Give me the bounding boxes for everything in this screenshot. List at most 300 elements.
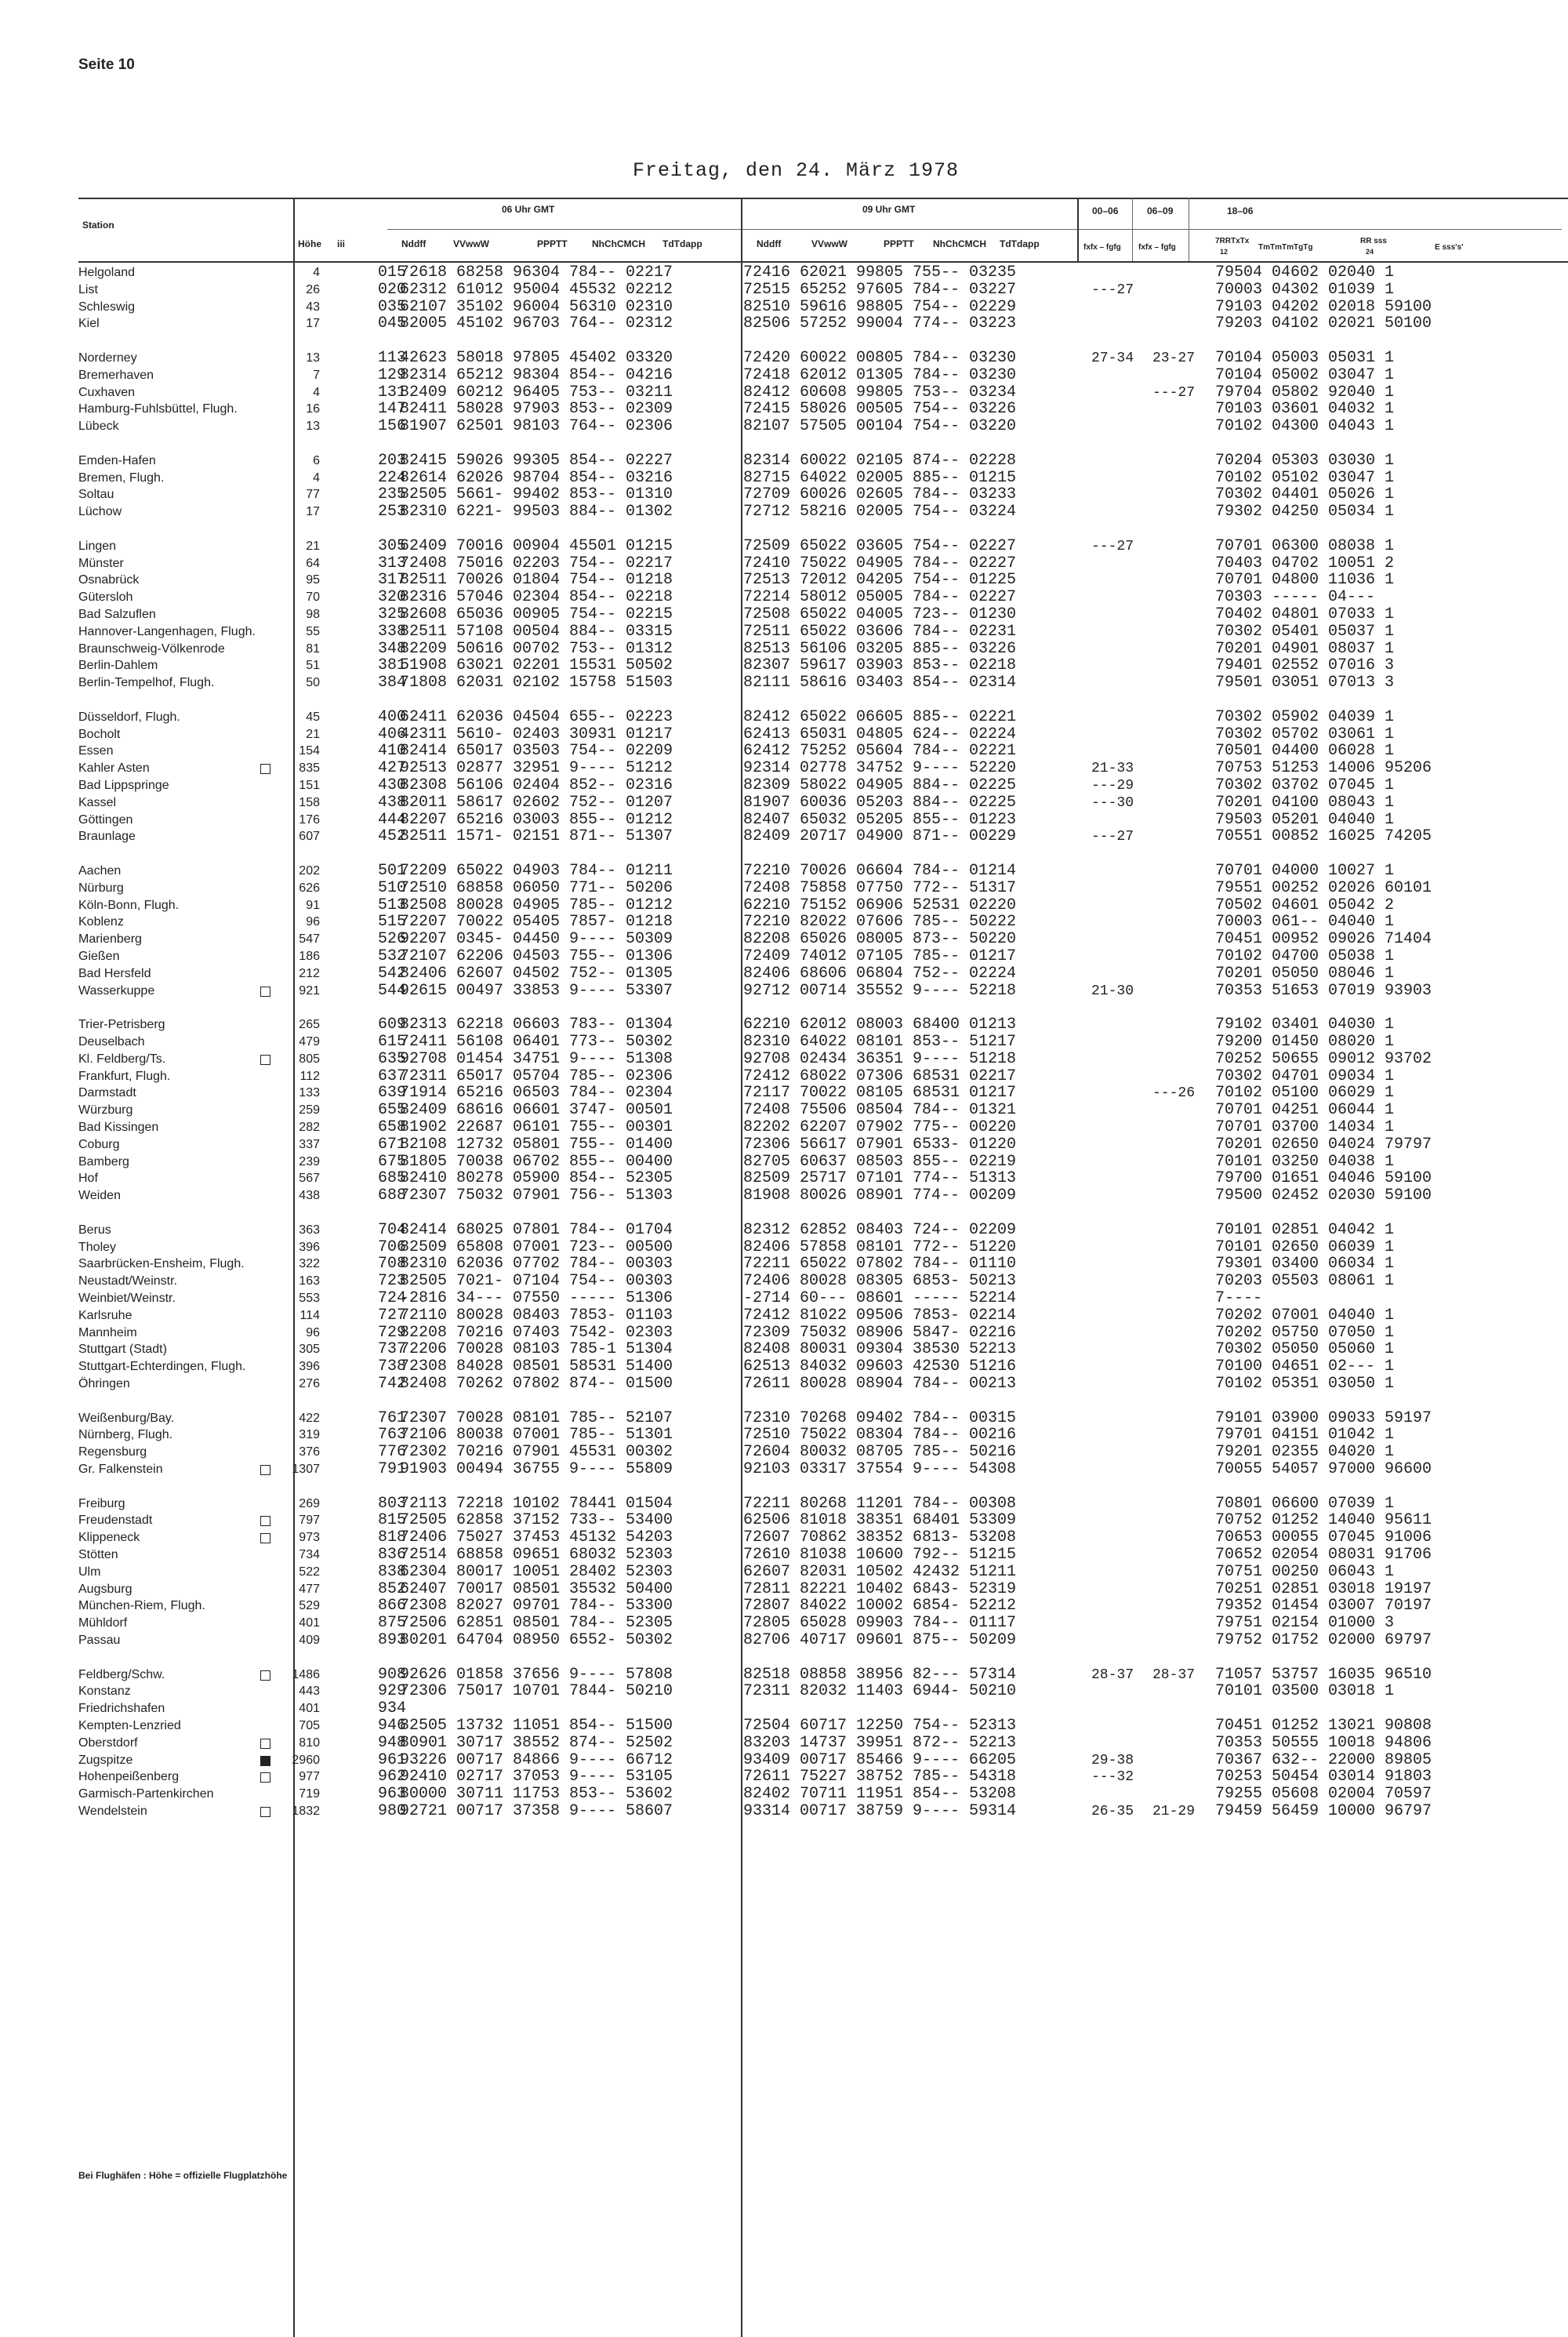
station-number: 410	[378, 742, 407, 760]
header-06-09: 06–09	[1147, 205, 1174, 216]
obs-06-utc: 80901 30717 38552 874-- 52502	[400, 1734, 673, 1752]
station-number: 675	[378, 1153, 407, 1171]
station-name	[78, 1769, 274, 1785]
station-label: Marienberg	[78, 932, 142, 946]
station-name	[78, 368, 154, 383]
obs-06-utc: 82511 57108 00504 884-- 03315	[400, 623, 673, 641]
station-hoehe: 13	[306, 351, 320, 365]
station-name	[78, 1582, 132, 1597]
station-hoehe: 81	[306, 642, 320, 656]
station-label: Aachen	[78, 864, 122, 878]
station-label: Bad Kissingen	[78, 1121, 159, 1134]
station-name	[78, 675, 214, 691]
header-09-uhr: 09 Uhr GMT	[862, 204, 916, 215]
station-label: Tholey	[78, 1241, 117, 1254]
obs-06-utc: 62411 62036 04504 655-- 02223	[400, 708, 673, 726]
obs-09-utc: 72415 58026 00505 754-- 03226	[743, 400, 1017, 418]
station-hoehe: 45	[306, 711, 320, 724]
obs-09-utc: 82715 64022 02005 885-- 01215	[743, 469, 1017, 487]
header-td-09: TdTdapp	[1000, 238, 1040, 249]
extremes-18-06: 70501 04400 06028 1	[1215, 742, 1395, 760]
station-label: Bad Hersfeld	[78, 967, 151, 980]
obs-09-utc: 62210 62012 08003 68400 01213	[743, 1016, 1017, 1034]
station-name	[78, 1103, 132, 1118]
station-name	[78, 572, 139, 588]
station-label: Braunlage	[78, 830, 136, 843]
obs-09-utc: 92103 03317 37554 9---- 54308	[743, 1460, 1017, 1478]
station-label: Hannover-Langenhagen, Flugh.	[78, 625, 256, 638]
station-number: 542	[378, 965, 407, 983]
extremes-18-06: 70502 04601 05042 2	[1215, 896, 1395, 914]
station-label: Freiburg	[78, 1497, 125, 1510]
station-hoehe: 973	[299, 1531, 320, 1544]
station-name	[78, 1598, 205, 1614]
obs-09-utc: 82406 68606 06804 752-- 02224	[743, 965, 1017, 983]
station-number: 317	[378, 571, 407, 589]
station-name	[78, 1513, 274, 1528]
station-label: Stuttgart (Stadt)	[78, 1343, 167, 1356]
station-name	[78, 300, 135, 315]
station-number: 963	[378, 1785, 407, 1803]
obs-06-utc: 82414 68025 07801 784-- 01704	[400, 1221, 673, 1239]
obs-09-utc: 82506 57252 99004 774-- 03223	[743, 314, 1017, 333]
station-name	[78, 710, 180, 725]
station-number: 908	[378, 1666, 407, 1684]
obs-09-utc: 82111 58616 03403 854-- 02314	[743, 674, 1017, 692]
gust-06-09: 21-29	[1152, 1804, 1196, 1819]
extremes-18-06: 70003 061-- 04040 1	[1215, 913, 1395, 931]
station-number: 729	[378, 1324, 407, 1342]
station-name	[78, 1137, 119, 1153]
station-hoehe: 1307	[292, 1463, 320, 1476]
station-number: 639	[378, 1084, 407, 1102]
obs-06-utc: 72307 75032 07901 756-- 51303	[400, 1187, 673, 1205]
gust-00-06: ---27	[1091, 829, 1134, 845]
station-hoehe: 96	[306, 915, 320, 929]
obs-06-utc: 72618 68258 96304 784-- 02217	[400, 264, 673, 282]
extremes-18-06: 79301 03400 06034 1	[1215, 1255, 1395, 1273]
extremes-18-06: 70701 06300 08038 1	[1215, 537, 1395, 555]
station-hoehe: 265	[299, 1018, 320, 1031]
obs-06-utc: 92410 02717 37053 9---- 53105	[400, 1768, 673, 1786]
extremes-18-06: 70201 02650 04024 79797	[1215, 1136, 1432, 1154]
station-name	[78, 316, 100, 332]
obs-09-utc: 82310 64022 08101 853-- 51217	[743, 1033, 1017, 1051]
obs-09-utc: 62607 82031 10502 42432 51211	[743, 1563, 1017, 1581]
station-number: 704	[378, 1221, 407, 1239]
station-name	[78, 795, 116, 811]
station-name	[78, 1120, 158, 1136]
station-label: Weißenburg/Bay.	[78, 1412, 175, 1425]
station-number: 776	[378, 1443, 407, 1461]
station-label: Wasserkuppe	[78, 984, 155, 998]
station-name	[78, 590, 132, 605]
station-name	[78, 1565, 100, 1580]
station-label: Wendelstein	[78, 1805, 147, 1818]
obs-09-utc: 82314 60022 02105 874-- 02228	[743, 452, 1017, 470]
obs-09-utc: 82409 20717 04900 871-- 00229	[743, 827, 1017, 845]
obs-09-utc: 82309 58022 04905 884-- 02225	[743, 776, 1017, 794]
station-label: Klippeneck	[78, 1531, 140, 1544]
obs-09-utc: 72604 80032 08705 785-- 50216	[743, 1443, 1017, 1461]
obs-09-utc: 72504 60717 12250 754-- 52313	[743, 1717, 1017, 1735]
station-hoehe: 977	[299, 1770, 320, 1783]
station-label: Coburg	[78, 1138, 120, 1151]
obs-09-utc: 72712 58216 02005 754-- 03224	[743, 503, 1017, 521]
obs-09-utc: 72210 70026 06604 784-- 01214	[743, 862, 1017, 880]
obs-09-utc: 82706 40717 09601 875-- 50209	[743, 1631, 1017, 1649]
obs-09-utc: 82107 57505 00104 754-- 03220	[743, 417, 1017, 435]
obs-06-utc: 72510 68858 06050 771-- 50206	[400, 879, 673, 897]
extremes-18-06: 70201 04100 08043 1	[1215, 794, 1395, 812]
station-label: Ulm	[78, 1565, 101, 1579]
station-name	[78, 743, 113, 759]
extremes-18-06: 70302 05702 03061 1	[1215, 725, 1395, 743]
header-18-06: 18–06	[1227, 205, 1254, 216]
station-label: Saarbrücken-Ensheim, Flugh.	[78, 1257, 245, 1270]
station-number: 803	[378, 1495, 407, 1513]
station-label: Augsburg	[78, 1583, 132, 1596]
header-nh-06: NhChCMCH	[592, 238, 645, 249]
header-vvwww-06: VVwwW	[453, 238, 490, 249]
station-number: 020	[378, 281, 407, 299]
obs-09-utc: 72709 60026 02605 784-- 03233	[743, 485, 1017, 503]
station-hoehe: 151	[299, 779, 320, 792]
station-number: 513	[378, 896, 407, 914]
station-name	[78, 1274, 177, 1289]
obs-06-utc: 82308 56106 02404 852-- 02316	[400, 776, 673, 794]
station-hoehe: 438	[299, 1189, 320, 1202]
station-number: 737	[378, 1340, 407, 1358]
station-label: Zugspitze	[78, 1754, 133, 1767]
station-number: 655	[378, 1101, 407, 1119]
station-number: 313	[378, 554, 407, 572]
extremes-18-06: 70101 03500 03018 1	[1215, 1682, 1395, 1700]
obs-06-utc: 92708 01454 34751 9---- 51308	[400, 1050, 673, 1068]
station-name	[78, 385, 135, 401]
gust-00-06: 27-34	[1091, 351, 1134, 366]
extremes-18-06: 70055 54057 97000 96600	[1215, 1460, 1432, 1478]
square-icon	[260, 1772, 270, 1783]
station-name	[78, 1085, 136, 1101]
extremes-18-06: 79459 56459 10000 96797	[1215, 1802, 1432, 1820]
station-label: Mühldorf	[78, 1616, 128, 1630]
station-number: 946	[378, 1717, 407, 1735]
station-name	[78, 983, 274, 999]
station-number: 852	[378, 1580, 407, 1598]
station-hoehe: 50	[306, 676, 320, 689]
station-hoehe: 479	[299, 1035, 320, 1049]
station-name	[78, 1616, 127, 1631]
station-name	[78, 1411, 174, 1427]
header-sub-c: 7RRTxTx	[1215, 237, 1250, 245]
station-number: 400	[378, 708, 407, 726]
station-number: 452	[378, 827, 407, 845]
obs-06-utc: 72209 65022 04903 784-- 01211	[400, 862, 673, 880]
header-nddff-09: Nddff	[757, 238, 782, 249]
station-name	[78, 1342, 167, 1357]
extremes-18-06: 70102 05351 03050 1	[1215, 1375, 1395, 1393]
station-hoehe: 522	[299, 1565, 320, 1579]
station-name	[78, 419, 119, 434]
obs-06-utc: 80201 64704 08950 6552- 50302	[400, 1631, 673, 1649]
extremes-18-06: 79102 03401 04030 1	[1215, 1016, 1395, 1034]
obs-06-utc: 82411 58028 97903 853-- 02309	[400, 400, 673, 418]
station-hoehe: 567	[299, 1172, 320, 1185]
obs-09-utc: 62210 75152 06906 52531 02220	[743, 896, 1017, 914]
station-label: Frankfurt, Flugh.	[78, 1070, 171, 1083]
station-name	[78, 402, 238, 417]
header-sub-d: TmTmTmTgTg	[1258, 243, 1313, 252]
obs-09-utc: 82509 25717 07101 774-- 51313	[743, 1169, 1017, 1187]
obs-06-utc: 71808 62031 02102 15758 51503	[400, 674, 673, 692]
obs-06-utc: 82108 12732 05801 755-- 01400	[400, 1136, 673, 1154]
extremes-18-06: 70451 00952 09026 71404	[1215, 930, 1432, 948]
obs-06-utc: 72207 70022 05405 7857- 01218	[400, 913, 673, 931]
extremes-18-06: 70302 05050 05060 1	[1215, 1340, 1395, 1358]
obs-09-utc: 72410 75022 04905 784-- 02227	[743, 554, 1017, 572]
station-number: 724	[378, 1289, 407, 1307]
obs-06-utc: 72311 65017 05704 785-- 02306	[400, 1067, 673, 1085]
station-name	[78, 1462, 274, 1477]
station-label: Bamberg	[78, 1155, 129, 1168]
station-hoehe: 17	[306, 317, 320, 330]
square-icon	[260, 987, 270, 997]
station-number: 253	[378, 503, 407, 521]
station-name	[78, 1017, 165, 1033]
station-label: Weiden	[78, 1189, 121, 1202]
extremes-18-06: 79752 01752 02000 69797	[1215, 1631, 1432, 1649]
station-hoehe: 319	[299, 1428, 320, 1441]
obs-06-utc: 81907 62501 98103 764-- 02306	[400, 417, 673, 435]
station-name	[78, 1786, 214, 1802]
station-label: Nürnberg, Flugh.	[78, 1428, 173, 1441]
station-number: 427	[378, 759, 407, 777]
gust-00-06: 29-38	[1091, 1753, 1134, 1768]
station-number: 763	[378, 1426, 407, 1444]
station-number: 338	[378, 623, 407, 641]
station-name	[78, 1240, 116, 1256]
obs-06-utc: 82310 6221- 99503 884-- 01302	[400, 503, 673, 521]
station-name	[78, 282, 98, 298]
obs-06-utc: 82608 65036 00905 754-- 02215	[400, 605, 673, 623]
station-number: 515	[378, 913, 407, 931]
obs-09-utc: 72811 82221 10402 6843- 52319	[743, 1580, 1017, 1598]
obs-09-utc: 62413 65031 04805 624-- 02224	[743, 725, 1017, 743]
obs-06-utc: 82509 65808 07001 723-- 00500	[400, 1238, 673, 1256]
station-hoehe: 401	[299, 1616, 320, 1630]
obs-09-utc: 72408 75506 08504 784-- 01321	[743, 1101, 1017, 1119]
header-06-uhr: 06 Uhr GMT	[502, 204, 555, 215]
station-name	[78, 1052, 274, 1067]
header-sub-b: fxfx – fgfg	[1138, 243, 1176, 252]
gust-06-09: 28-37	[1152, 1667, 1196, 1683]
station-hoehe: 77	[306, 488, 320, 501]
station-name	[78, 1496, 125, 1512]
station-number: 444	[378, 811, 407, 829]
obs-06-utc: 91903 00494 36755 9---- 55809	[400, 1460, 673, 1478]
extremes-18-06: 79352 01454 03007 70197	[1215, 1597, 1432, 1615]
station-label: Lingen	[78, 540, 117, 553]
station-hoehe: 16	[306, 402, 320, 416]
extremes-18-06: 70102 05100 06029 1	[1215, 1084, 1395, 1102]
extremes-18-06: 70353 50555 10018 94806	[1215, 1734, 1432, 1752]
obs-06-utc: 82614 62026 98704 854-- 03216	[400, 469, 673, 487]
station-label: Bad Lippspringe	[78, 779, 169, 792]
station-number: 235	[378, 485, 407, 503]
extremes-18-06: 70103 03601 04032 1	[1215, 400, 1395, 418]
obs-06-utc: 80000 30711 11753 853-- 53602	[400, 1785, 673, 1803]
obs-09-utc: 72611 75227 38752 785-- 54318	[743, 1768, 1017, 1786]
station-number: 501	[378, 862, 407, 880]
station-hoehe: 282	[299, 1121, 320, 1134]
header-00-06: 00–06	[1092, 205, 1119, 216]
station-name	[78, 1171, 98, 1187]
extremes-18-06: 70302 05902 04039 1	[1215, 708, 1395, 726]
station-label: Göttingen	[78, 813, 133, 827]
station-label: Bremen, Flugh.	[78, 471, 165, 485]
obs-06-utc: 71914 65216 06503 784-- 02304	[400, 1084, 673, 1102]
obs-09-utc: 82406 57858 08101 772-- 51220	[743, 1238, 1017, 1256]
station-hoehe: 835	[299, 761, 320, 775]
extremes-18-06: 70204 05303 03030 1	[1215, 452, 1395, 470]
station-name	[78, 898, 179, 914]
obs-06-utc: 92626 01858 37656 9---- 57808	[400, 1666, 673, 1684]
station-name	[78, 778, 169, 794]
extremes-18-06: 70101 02851 04042 1	[1215, 1221, 1395, 1239]
station-name	[78, 471, 164, 486]
extremes-18-06: 70100 04651 02--- 1	[1215, 1357, 1395, 1376]
station-label: Neustadt/Weinstr.	[78, 1274, 177, 1288]
station-number: 934	[378, 1699, 407, 1717]
gust-00-06: ---27	[1091, 539, 1134, 554]
station-label: Oberstdorf	[78, 1736, 138, 1750]
obs-09-utc: 72511 65022 03606 784-- 02231	[743, 623, 1017, 641]
obs-06-utc: 42623 58018 97805 45402 03320	[400, 349, 673, 367]
station-label: Passau	[78, 1634, 121, 1647]
extremes-18-06: 79751 02154 01000 3	[1215, 1614, 1395, 1632]
station-hoehe: 43	[306, 300, 320, 314]
extremes-18-06: 79101 03900 09033 59197	[1215, 1409, 1432, 1427]
station-label: Bad Salzuflen	[78, 608, 156, 621]
station-label: Mannheim	[78, 1326, 137, 1339]
square-icon	[260, 1465, 270, 1475]
obs-06-utc: 72308 84028 08501 58531 51400	[400, 1357, 673, 1376]
station-hoehe: 477	[299, 1583, 320, 1596]
station-hoehe: 4	[313, 386, 320, 399]
station-name	[78, 727, 120, 743]
obs-09-utc: 62412 75252 05604 784-- 02221	[743, 742, 1017, 760]
station-hoehe: 176	[299, 813, 320, 827]
extremes-18-06: 70701 04251 06044 1	[1215, 1101, 1395, 1119]
square-icon	[260, 1516, 270, 1526]
station-number: 544	[378, 982, 407, 1000]
station-name	[78, 1804, 274, 1819]
station-number: 406	[378, 725, 407, 743]
station-number: 818	[378, 1528, 407, 1546]
station-label: Braunschweig-Völkenrode	[78, 642, 225, 656]
station-label: Cuxhaven	[78, 386, 136, 399]
station-name	[78, 1547, 118, 1563]
station-number: 035	[378, 298, 407, 316]
obs-06-utc: 82316 57046 02304 854-- 02218	[400, 588, 673, 606]
station-number: 325	[378, 605, 407, 623]
obs-09-utc: 72211 80268 11201 784-- 00308	[743, 1495, 1017, 1513]
square-icon	[260, 1807, 270, 1817]
header-station: Station	[82, 220, 114, 231]
station-label: Stuttgart-Echterdingen, Flugh.	[78, 1360, 246, 1373]
gust-00-06: ---30	[1091, 795, 1134, 811]
station-name	[78, 1667, 274, 1683]
station-label: Kahler Asten	[78, 761, 150, 775]
station-hoehe: 259	[299, 1103, 320, 1117]
station-label: Friedrichshafen	[78, 1702, 165, 1715]
station-number: 045	[378, 314, 407, 333]
station-label: Berus	[78, 1223, 111, 1237]
station-hoehe: 305	[299, 1343, 320, 1356]
obs-09-utc: 72807 84022 10002 6854- 52212	[743, 1597, 1017, 1615]
obs-06-utc: 72505 62858 37152 733-- 53400	[400, 1511, 673, 1529]
extremes-18-06: 79103 04202 02018 59100	[1215, 298, 1432, 316]
obs-06-utc: 92513 02877 32951 9---- 51212	[400, 759, 673, 777]
station-hoehe: 13	[306, 420, 320, 433]
station-number: 948	[378, 1734, 407, 1752]
obs-09-utc: 82402 70711 11951 854-- 53208	[743, 1785, 1017, 1803]
extremes-18-06: 70752 01252 14040 95611	[1215, 1511, 1432, 1529]
obs-09-utc: 93314 00717 38759 9---- 59314	[743, 1802, 1017, 1820]
obs-06-utc: 82005 45102 96703 764-- 02312	[400, 314, 673, 333]
obs-06-utc: 82505 13732 11051 854-- 51500	[400, 1717, 673, 1735]
station-label: Gr. Falkenstein	[78, 1463, 163, 1476]
obs-09-utc: 82208 65026 08005 873-- 50220	[743, 930, 1017, 948]
square-icon	[260, 764, 270, 774]
extremes-18-06: 79503 05201 04040 1	[1215, 811, 1395, 829]
station-number: 723	[378, 1272, 407, 1290]
station-name	[78, 812, 132, 828]
station-hoehe: 7	[313, 369, 320, 382]
station-number: 962	[378, 1768, 407, 1786]
obs-09-utc: 81907 60036 05203 884-- 02225	[743, 794, 1017, 812]
obs-09-utc: 72515 65252 97605 784-- 03227	[743, 281, 1017, 299]
obs-09-utc: 62513 84032 09603 42530 51216	[743, 1357, 1017, 1376]
obs-06-utc: 72506 62851 08501 784-- 52305	[400, 1614, 673, 1632]
obs-06-utc: 82415 59026 99305 854-- 02227	[400, 452, 673, 470]
square-icon	[260, 1055, 270, 1065]
obs-06-utc: 93226 00717 84866 9---- 66712	[400, 1751, 673, 1769]
extremes-18-06: 70303 ----- 04---	[1215, 588, 1376, 606]
station-name	[78, 504, 122, 520]
obs-09-utc: 82408 80031 09304 38530 52213	[743, 1340, 1017, 1358]
obs-06-utc: 81805 70038 06702 855-- 00400	[400, 1153, 673, 1171]
station-number: 156	[378, 417, 407, 435]
obs-06-utc: 72206 70028 08103 785-1 51304	[400, 1340, 673, 1358]
header-sub-e2: 24	[1366, 248, 1374, 256]
extremes-18-06: 70003 04302 01039 1	[1215, 281, 1395, 299]
extremes-18-06: 79200 01450 08020 1	[1215, 1033, 1395, 1051]
extremes-18-06: 70402 04801 07033 1	[1215, 605, 1395, 623]
extremes-18-06: 79201 02355 04020 1	[1215, 1443, 1395, 1461]
obs-06-utc: 72411 56108 06401 773-- 50302	[400, 1033, 673, 1051]
station-number: 381	[378, 656, 407, 674]
obs-09-utc: 82202 62207 07902 775-- 00220	[743, 1118, 1017, 1136]
obs-09-utc: 72117 70022 08105 68531 01217	[743, 1084, 1017, 1102]
station-name	[78, 914, 124, 930]
station-hoehe: 202	[299, 864, 320, 878]
obs-09-utc: 82518 08858 38956 82--- 57314	[743, 1666, 1017, 1684]
station-hoehe: 719	[299, 1787, 320, 1801]
extremes-18-06: 70701 04000 10027 1	[1215, 862, 1395, 880]
station-hoehe: 269	[299, 1497, 320, 1510]
